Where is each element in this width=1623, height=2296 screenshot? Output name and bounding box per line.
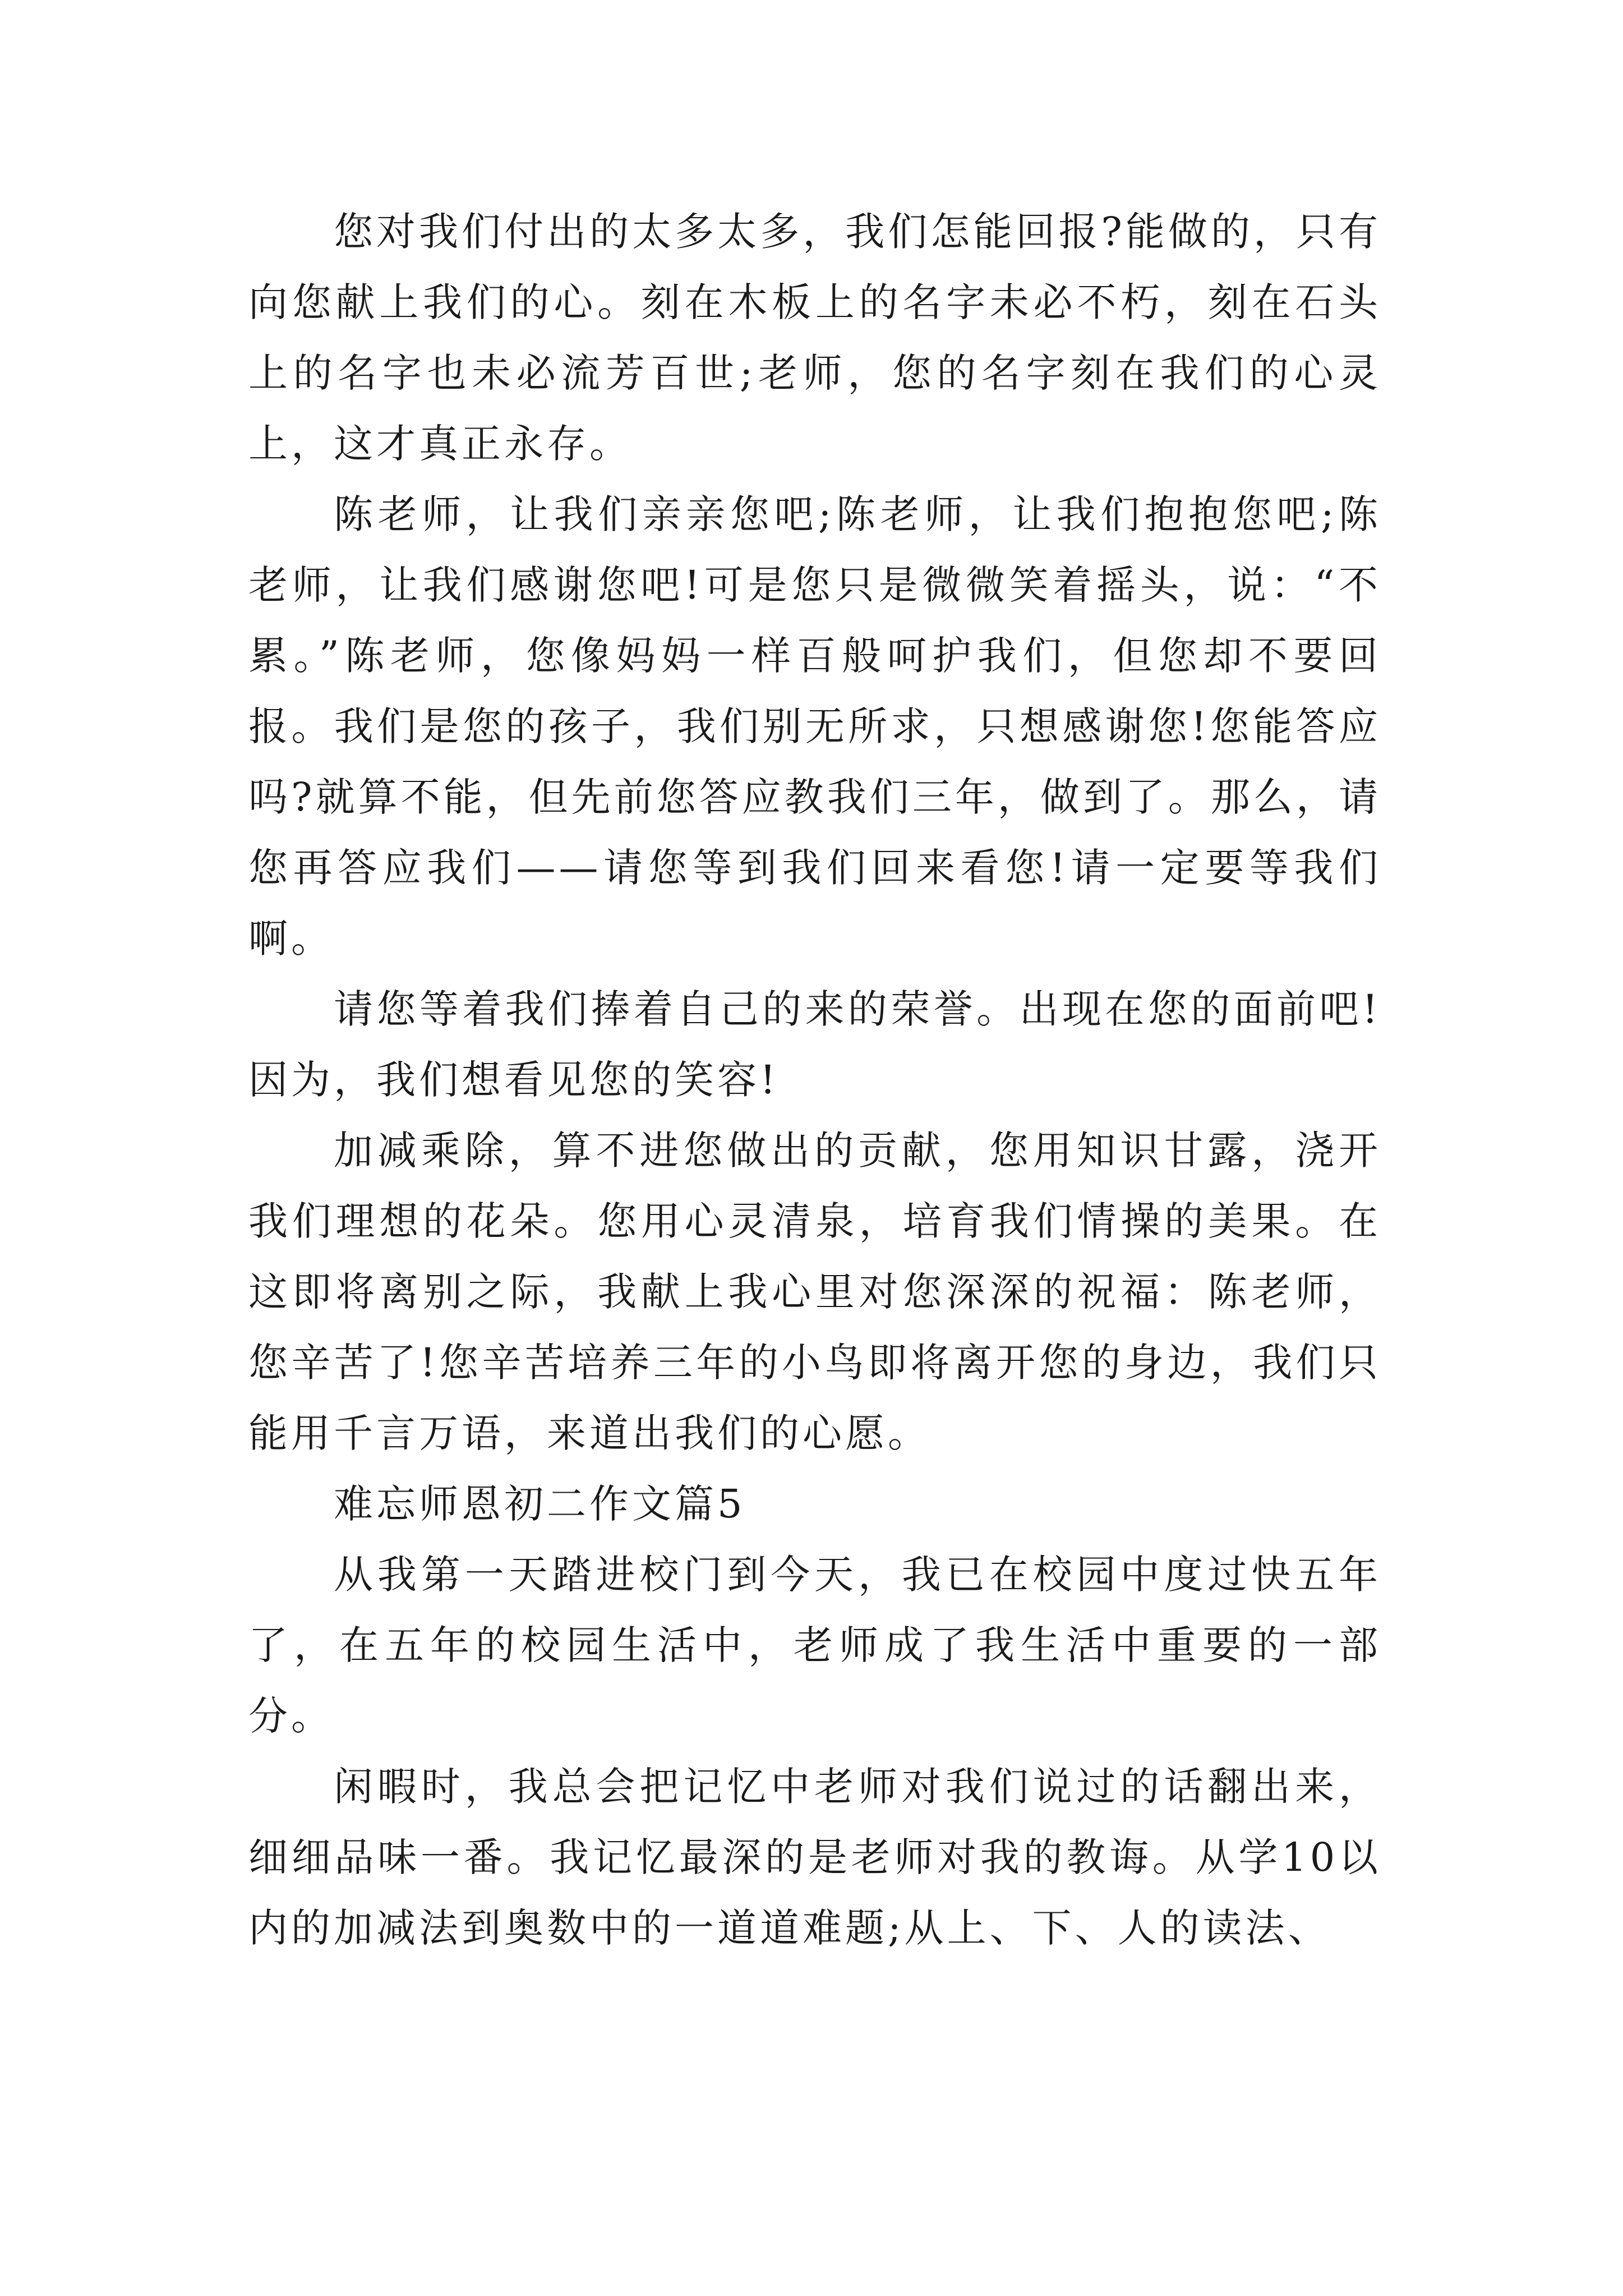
paragraph: 您对我们付出的太多太多，我们怎能回报?能做的，只有向您献上我们的心。刻在木板上的名字未必不朽，刻在石头上的名字也未必流芳百世;老师，您的名字刻在我们的心灵上，这才真正永存。 (248, 209, 1381, 467)
paragraph: 陈老师，让我们亲亲您吧;陈老师，让我们抱抱您吧;陈老师，让我们感谢您吧!可是您只是微微笑着摇头，说：“不累。”陈老师，您像妈妈一样百般呵护我们，但您却不要回报。我们是您的孩子，我们别无所求，只想感谢您!您能答应吗?就算不能，但先前您答应教我们三年，做到了。那么，请您再答应我们——请您等到我们回来看您!请一定要等我们啊。 (248, 491, 1381, 961)
paragraph: 闲暇时，我总会把记忆中老师对我们说过的话翻出来，细细品味一番。我记忆最深的是老师对我的教诲。从学10以内的加减法到奥数中的一道道难题;从上、下、人的读法、 (248, 1764, 1381, 1951)
paragraph: 从我第一天踏进校门到今天，我已在校园中度过快五年了，在五年的校园生活中，老师成了我生活中重要的一部分。 (248, 1552, 1381, 1739)
paragraph: 请您等着我们捧着自己的来的荣誉。出现在您的面前吧!因为，我们想看见您的笑容! (248, 986, 1381, 1103)
paragraph: 加减乘除，算不进您做出的贡献，您用知识甘露，浇开我们理想的花朵。您用心灵清泉，培育我们情操的美果。在这即将离别之际，我献上我心里对您深深的祝福：陈老师，您辛苦了!您辛苦培养三年的小鸟即将离开您的身边，我们只能用千言万语，来道出我们的心愿。 (248, 1128, 1381, 1456)
section-heading: 难忘师恩初二作文篇5 (334, 1481, 746, 1527)
document-body (248, 196, 1381, 1963)
